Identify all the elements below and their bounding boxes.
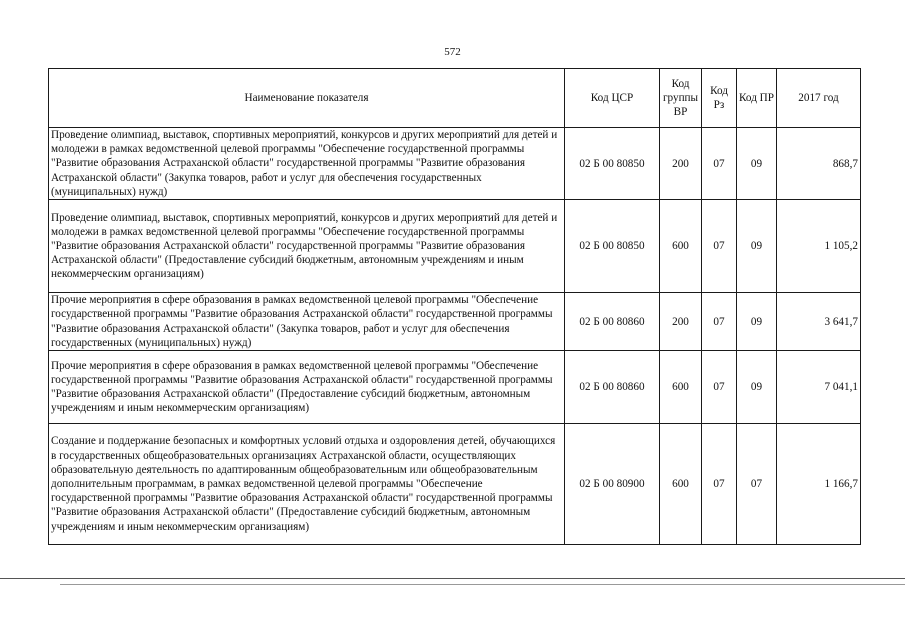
header-vr-code: Код группы ВР (660, 69, 702, 128)
row-name: Прочие мероприятия в сфере образования в рамках ведомственной целевой программы "Обеспечение государственной программы "Развитие образования Астраханской области" государственной программы "Развитие образования Астраханской области" (Предоставление субсидий бюджетным, автономным учреждениям и иным некоммерческим организациям) (49, 351, 565, 424)
page-number: 572 (444, 46, 461, 58)
row-name: Прочие мероприятия в сфере образования в рамках ведомственной целевой программы "Обеспечение государственной программы "Развитие образования Астраханской области" государственной программы "Развитие образования Астраханской области" (Закупка товаров, работ и услуг для обеспечения государственных (муниципальных) нужд) (49, 293, 565, 351)
row-rz-code: 07 (702, 424, 737, 545)
header-rz-code: Код Рз (702, 69, 737, 128)
table-header-row (49, 69, 861, 128)
budget-table (48, 68, 861, 545)
row-rz-code: 07 (702, 293, 737, 351)
row-csr-code: 02 Б 00 80860 (565, 293, 660, 351)
header-pr-code: Код ПР (737, 69, 777, 128)
table-row (49, 351, 861, 424)
table-row (49, 424, 861, 545)
scan-edge-line (0, 578, 905, 579)
header-csr-code: Код ЦСР (565, 69, 660, 128)
row-vr-code: 600 (660, 200, 702, 293)
row-amount: 1 105,2 (777, 200, 861, 293)
row-amount: 7 041,1 (777, 351, 861, 424)
row-name: Создание и поддержание безопасных и комфортных условий отдыха и оздоровления детей, обучающихся в государственных общеобразовательных организациях Астраханской области, осуществляющих образовательную деятельность по адаптированным общеобразовательным или общеобразовательным дополнительным программам, в рамках ведомственной целевой программы "Обеспечение государственной программы "Развитие образования Астраханской области" государственной программы "Развитие образования Астраханской области" (Предоставление субсидий бюджетным, автономным учреждениям и иным некоммерческим организациям) (49, 424, 565, 545)
row-amount: 1 166,7 (777, 424, 861, 545)
row-pr-code: 09 (737, 351, 777, 424)
row-name: Проведение олимпиад, выставок, спортивных мероприятий, конкурсов и других мероприятий для детей и молодежи в рамках ведомственной целевой программы "Обеспечение государственной программы "Развитие образования Астраханской области" государственной программы "Развитие образования Астраханской области" (Предоставление субсидий бюджетным, автономным учреждениям и иным некоммерческим организациям) (49, 200, 565, 293)
row-amount: 3 641,7 (777, 293, 861, 351)
row-pr-code: 09 (737, 128, 777, 200)
row-amount: 868,7 (777, 128, 861, 200)
scan-edge-line (60, 584, 905, 585)
row-pr-code: 07 (737, 424, 777, 545)
header-year-2017: 2017 год (777, 69, 861, 128)
row-vr-code: 600 (660, 351, 702, 424)
row-vr-code: 200 (660, 293, 702, 351)
table-row (49, 293, 861, 351)
row-rz-code: 07 (702, 351, 737, 424)
table-row (49, 128, 861, 200)
row-csr-code: 02 Б 00 80850 (565, 128, 660, 200)
header-name: Наименование показателя (49, 69, 565, 128)
row-csr-code: 02 Б 00 80900 (565, 424, 660, 545)
table-row (49, 200, 861, 293)
row-pr-code: 09 (737, 293, 777, 351)
row-rz-code: 07 (702, 128, 737, 200)
row-name: Проведение олимпиад, выставок, спортивных мероприятий, конкурсов и других мероприятий для детей и молодежи в рамках ведомственной целевой программы "Обеспечение государственной программы "Развитие образования Астраханской области" государственной программы "Развитие образования Астраханской области" (Закупка товаров, работ и услуг для обеспечения государственных (муниципальных) нужд) (49, 128, 565, 200)
row-rz-code: 07 (702, 200, 737, 293)
row-pr-code: 09 (737, 200, 777, 293)
row-vr-code: 200 (660, 128, 702, 200)
row-csr-code: 02 Б 00 80850 (565, 200, 660, 293)
row-csr-code: 02 Б 00 80860 (565, 351, 660, 424)
row-vr-code: 600 (660, 424, 702, 545)
